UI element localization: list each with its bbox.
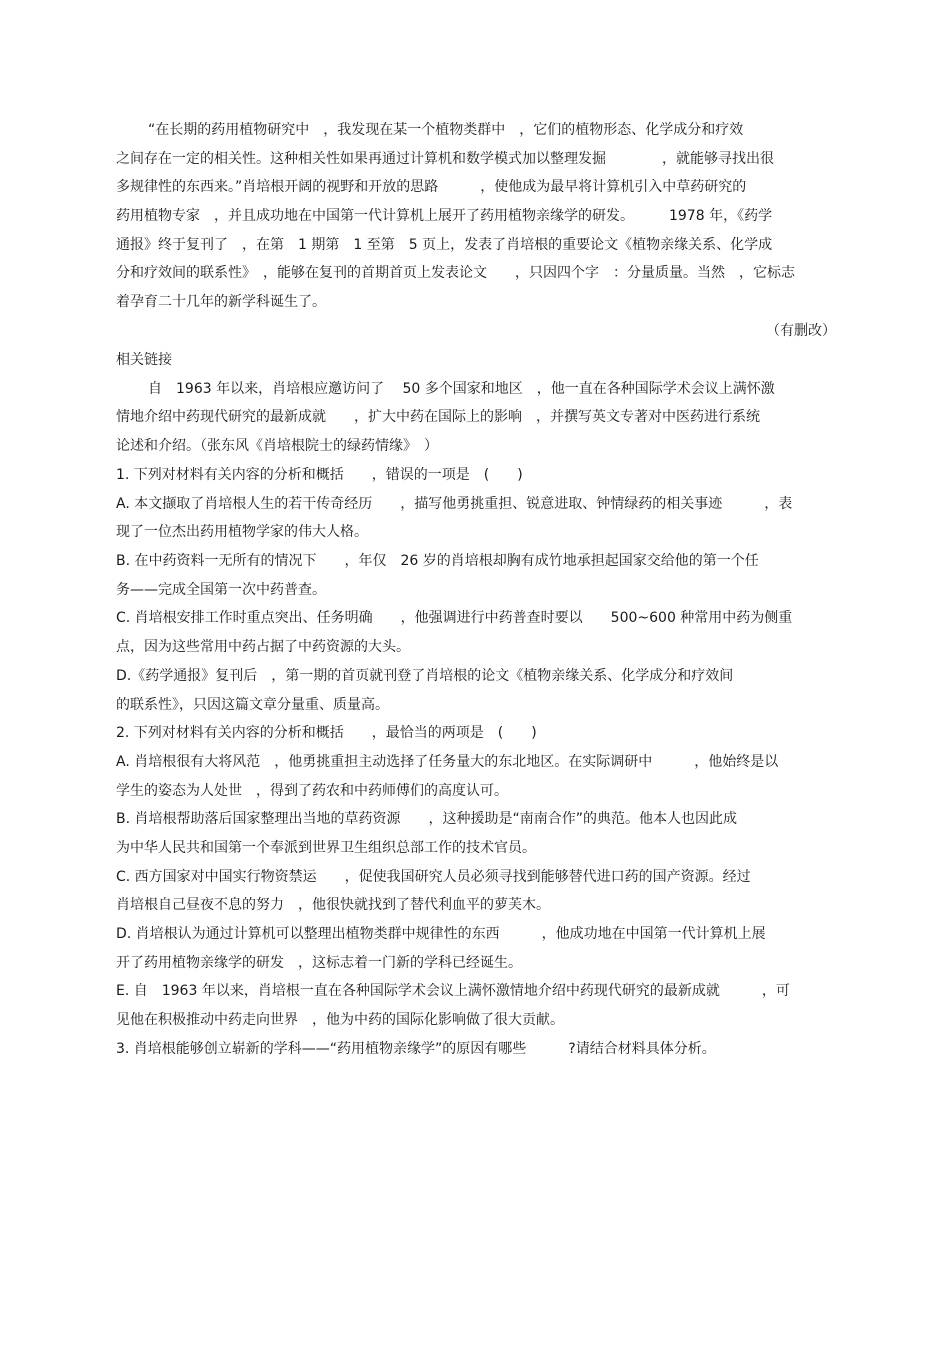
edit-note: （有删改） — [766, 322, 836, 339]
passage-line: 分和疗效间的联系性》 ，能够在复刊的首期首页上发表论文 ，只因四个字 ：分量质量。当然 ，它标志 — [116, 265, 795, 282]
question-line: E. 自 1963 年以来，肖培根一直在各种国际学术会议上满怀激情地介绍中药现代研究的最新成就 ，可 — [116, 983, 790, 1000]
question-line: D. 肖培根认为通过计算机可以整理出植物类群中规律性的东西 ，他成功地在中国第一代计算机上展 — [116, 926, 766, 942]
related-line: 自 1963 年以来，肖培根应邀访问了 50 多个国家和地区 ，他一直在各种国际学术会议上满怀激 — [148, 380, 775, 397]
question-line: C. 肖培根安排工作时重点突出、任务明确 ，他强调进行中药普查时要以 500~600 种常用中药为侧重 — [116, 610, 793, 627]
passage-line: 通报》终于复刊了 ，在第 1 期第 1 至第 5 页上，发表了肖培根的重要论文《植物亲缘关系、化学成 — [116, 236, 773, 253]
question-line: 的联系性》，只因这篇文章分量重、质量高。 — [116, 696, 389, 713]
question-line: 见他在积极推动中药走向世界 ，他为中药的国际化影响做了很大贡献。 — [116, 1012, 564, 1029]
questions — [116, 461, 836, 1063]
question-line: 为中华人民共和国第一个奉派到世界卫生组织总部工作的技术官员。 — [116, 839, 536, 856]
passage-line: 多规律性的东西来。”肖培根开阔的视野和开放的思路 ，使他成为最早将计算机引入中草药研究的 — [116, 179, 747, 196]
question-line: 开了药用植物亲缘学的研发 ，这标志着一门新的学科已经诞生。 — [116, 954, 522, 971]
passage-line: 之间存在一定的相关性。这种相关性如果再通过计算机和数学模式加以整理发掘 ，就能够寻找出很 — [116, 150, 774, 167]
question-line: B. 肖培根帮助落后国家整理出当地的草药资源 ，这种援助是“南南合作”的典范。他本人也因此成 — [116, 811, 738, 828]
question-line: 务——完成全国第一次中药普查。 — [116, 581, 326, 598]
passage-line: 药用植物专家 ，并且成功地在中国第一代计算机上展开了药用植物亲缘学的研发。 1978 年，《药学 — [116, 208, 773, 225]
related-line: 论述和介绍。（张东风《肖培根院士的绿药情缘》 ） — [116, 438, 438, 455]
related-heading: 相关链接 — [116, 352, 172, 368]
question-line: 现了一位杰出药用植物学家的伟大人格。 — [116, 524, 368, 541]
question-2-stem: 2. 下列对材料有关内容的分析和概括 ，最恰当的两项是 ( ) — [116, 725, 537, 742]
related-line: 情地介绍中药现代研究的最新成就 ，扩大中药在国际上的影响 ，并撰写英文专著对中医药进行系统 — [116, 409, 760, 426]
question-1-stem: 1. 下列对材料有关内容的分析和概括 ，错误的一项是 ( ) — [116, 467, 523, 483]
question-line: A. 肖培根很有大将风范 ，他勇挑重担主动选择了任务量大的东北地区。在实际调研中 ，他始终是以 — [116, 753, 779, 770]
related-links — [116, 346, 836, 461]
question-line: 点，因为这些常用中药占据了中药资源的大头。 — [116, 639, 410, 656]
passage — [116, 116, 836, 346]
question-line: 肖培根自己昼夜不息的努力 ，他很快就找到了替代利血平的萝芙木。 — [116, 897, 550, 914]
question-line: A. 本文撷取了肖培根人生的若干传奇经历 ，描写他勇挑重担、锐意进取、钟情绿药的相关事迹 ，表 — [116, 495, 793, 512]
passage-line: 着孕育二十几年的新学科诞生了。 — [116, 294, 326, 311]
question-3-stem: 3. 肖培根能够创立崭新的学科——“药用植物亲缘学”的原因有哪些 ?请结合材料具体分析。 — [116, 1040, 716, 1057]
question-line: D.《药学通报》复刊后 ，第一期的首页就刊登了肖培根的论文《植物亲缘关系、化学成分和疗效间 — [116, 667, 734, 684]
question-line: C. 西方国家对中国实行物资禁运 ，促使我国研究人员必须寻找到能够替代进口药的国产资源。经过 — [116, 868, 751, 885]
question-line: 学生的姿态为人处世 ，得到了药农和中药师傅们的高度认可。 — [116, 782, 508, 799]
question-line: B. 在中药资料一无所有的情况下 ，年仅 26 岁的肖培根却胸有成竹地承担起国家交给他的第一个任 — [116, 553, 759, 570]
passage-line: “在长期的药用植物研究中 ，我发现在某一个植物类群中 ，它们的植物形态、化学成分和疗效 — [148, 122, 744, 138]
